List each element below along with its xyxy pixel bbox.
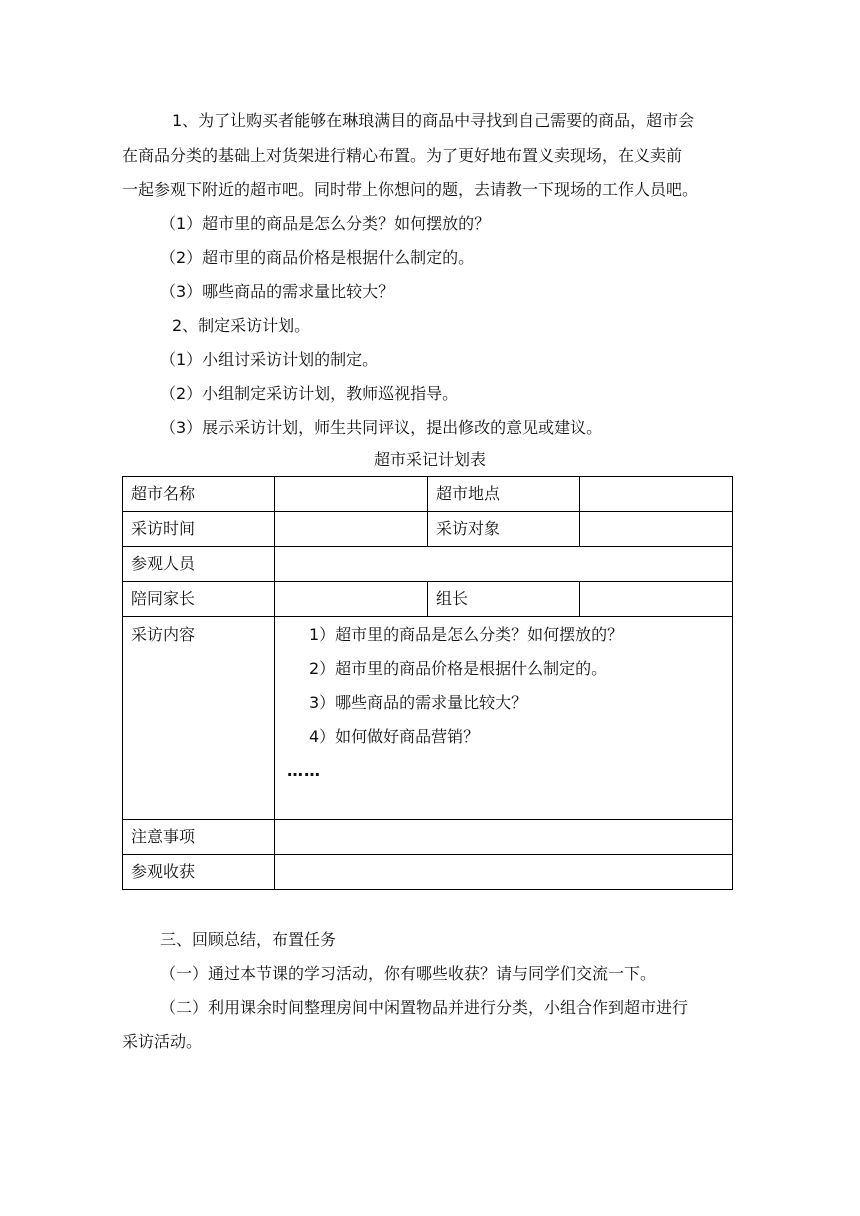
content-cell	[275, 617, 733, 820]
plan-heading: 2、制定采访计划。	[172, 316, 311, 335]
parent-label: 陪同家长	[123, 582, 275, 617]
content-item-3: 3）哪些商品的需求量比较大？	[309, 693, 528, 712]
question-1: （1）超市里的商品是怎么分类？如何摆放的？	[160, 214, 491, 233]
gains-cell	[275, 855, 733, 890]
notes-cell	[275, 820, 733, 855]
parent-cell	[275, 582, 428, 617]
interview-plan-table	[122, 476, 733, 890]
intro-line-2: 在商品分类的基础上对货架进行精心布置。为了更好地布置义卖现场，在义卖前	[122, 146, 683, 165]
notes-label: 注意事项	[123, 820, 275, 855]
content-item-4: 4）如何做好商品营销？	[309, 727, 480, 746]
plan-step-2: （2）小组制定采访计划，教师巡视指导。	[160, 384, 459, 403]
participants-label: 参观人员	[123, 547, 275, 582]
gains-label: 参观收获	[123, 855, 275, 890]
summary-heading: 三、回顾总结，布置任务	[160, 930, 337, 949]
summary-paragraph-1: （一）通过本节课的学习活动，你有哪些收获？请与同学们交流一下。	[160, 964, 657, 983]
content-item-1: 1）超市里的商品是怎么分类？如何摆放的？	[309, 625, 624, 644]
summary-paragraph-2-cont: 采访活动。	[122, 1032, 203, 1051]
interview-time-cell	[275, 512, 428, 547]
question-2: （2）超市里的商品价格是根据什么制定的。	[160, 248, 475, 267]
plan-step-3: （3）展示采访计划，师生共同评议，提出修改的意见或建议。	[160, 418, 603, 437]
market-name-label: 超市名称	[123, 477, 275, 512]
plan-step-1: （1）小组讨采访计划的制定。	[160, 350, 379, 369]
participants-cell	[275, 547, 733, 582]
market-name-cell	[275, 477, 428, 512]
intro-line-3: 一起参观下附近的超市吧。同时带上你想问的题，去请教一下现场的工作人员吧。	[122, 180, 699, 199]
market-address-cell	[580, 477, 733, 512]
content-item-2: 2）超市里的商品价格是根据什么制定的。	[309, 659, 608, 678]
leader-cell	[580, 582, 733, 617]
question-3: （3）哪些商品的需求量比较大？	[160, 282, 395, 301]
table-title: 超市采记计划表	[373, 450, 486, 469]
content-label: 采访内容	[123, 617, 275, 820]
leader-label: 组长	[428, 582, 580, 617]
market-address-label: 超市地点	[428, 477, 580, 512]
interview-target-cell	[580, 512, 733, 547]
interview-target-label: 采访对象	[428, 512, 580, 547]
interview-time-label: 采访时间	[123, 512, 275, 547]
content-ellipsis: ……	[287, 761, 321, 780]
intro-line-1: 1、为了让购买者能够在琳琅满目的商品中寻找到自己需要的商品，超市会	[172, 111, 695, 130]
summary-paragraph-2: （二）利用课余时间整理房间中闲置物品并进行分类，小组合作到超市进行	[160, 998, 689, 1017]
